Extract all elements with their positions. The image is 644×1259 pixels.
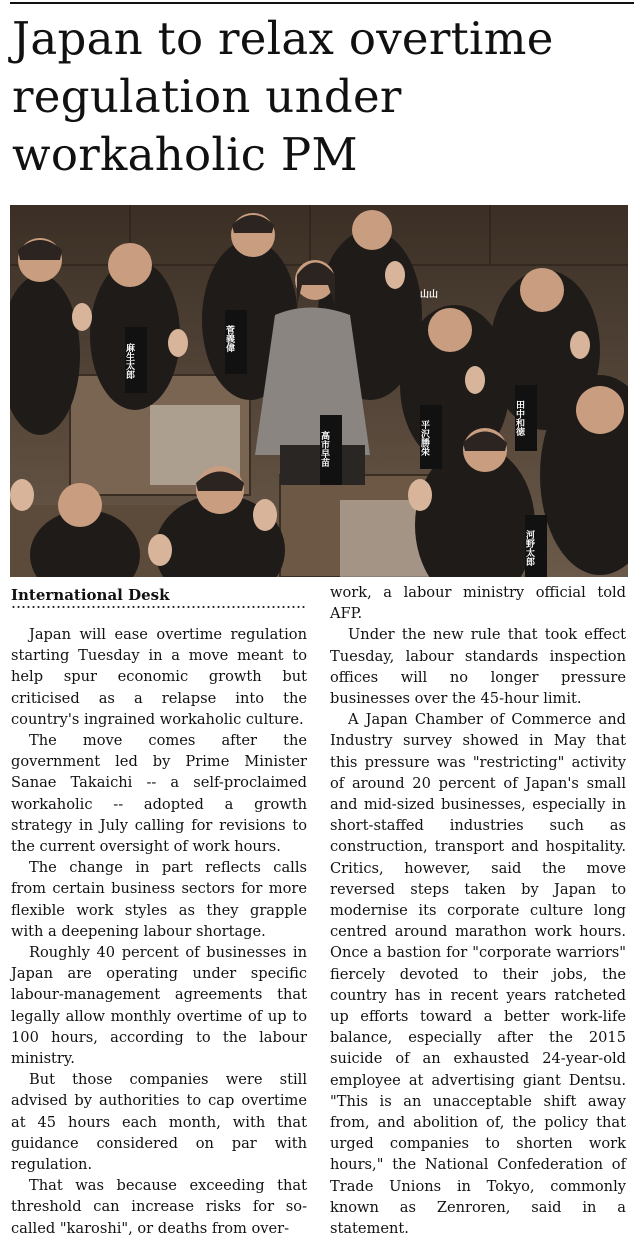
paragraph-continued: work, a labour ministry official told AFP. (330, 584, 626, 623)
top-rule (10, 2, 634, 4)
placard-tanaka: 田中和徳 (514, 400, 524, 436)
placard-sanae: 高市早苗 (319, 431, 329, 467)
paragraph: Japan will ease overtime regulation starting Tuesday in a move meant to help spur economic growth but criticised as a relapse into the country's ingrained workaholic culture. (11, 626, 307, 728)
paragraph: The move comes after the government led by Prime Minister Sanae Takaichi -- a self-proclaimed workaholic -- adopted a growth strategy in July calling for revisions to the current oversight of work hours. (11, 732, 307, 856)
parliament-photo-illustration (10, 205, 628, 577)
news-photo (10, 205, 628, 577)
placard-kan: 菅義偉 (224, 325, 234, 352)
article-column-2 (330, 582, 626, 1239)
paragraph: The change in part reflects calls from certain business sectors for more flexible work styles as they grapple with a deepening labour shortage. (11, 859, 307, 940)
headline: Japan to relax overtime regulation under workaholic PM (12, 12, 554, 181)
placard-kono: 河野太郎 (524, 530, 534, 566)
byline: International Desk (11, 586, 170, 604)
paragraph: That was because exceeding that threshold can increase risks for so-called "karoshi", or deaths from over- (11, 1177, 307, 1237)
paragraph: Under the new rule that took effect Tuesday, labour standards inspection offices will no longer pressure businesses over the 45-hour limit. (330, 626, 626, 708)
dotted-rule (11, 605, 307, 609)
paragraph: A Japan Chamber of Commerce and Industry survey showed in May that this pressure was "restricting" activity of around 20 percent of Japan's small and mid-sized businesses, especially in short-staffed industries such as construction, transport and hospitality. Critics, however, said the move reversed steps taken by Japan to modernise its corporate culture long centred around marathon work hours. Once a bastion for "corporate warriors" fiercely devoted to their jobs, the country has in recent years ratcheted up efforts toward a better work-life balance, especially after the 2015 suicide of an exhausted 24-year-old employee at advertising giant Dentsu. "This is an unacceptable shift away from, and abolition of, the policy that urged companies to shorten work hours," the National Confederation of Trade Unions in Tokyo, commonly known as Zenroren, said in a statement. (330, 711, 626, 1238)
article-column-1 (11, 624, 307, 1239)
placard-yama: 山山 (420, 290, 439, 300)
paragraph: But those companies were still advised by authorities to cap overtime at 45 hours each month, with that guidance considered on par with regulation. (11, 1071, 307, 1174)
placard-aso: 麻生太郎 (124, 343, 134, 379)
paragraph: Roughly 40 percent of businesses in Japan are operating under specific labour-management agreements that legally allow monthly overtime of up to 100 hours, according to the labour ministry. (11, 944, 307, 1068)
placard-hirasawa: 平沢勝栄 (419, 420, 429, 456)
